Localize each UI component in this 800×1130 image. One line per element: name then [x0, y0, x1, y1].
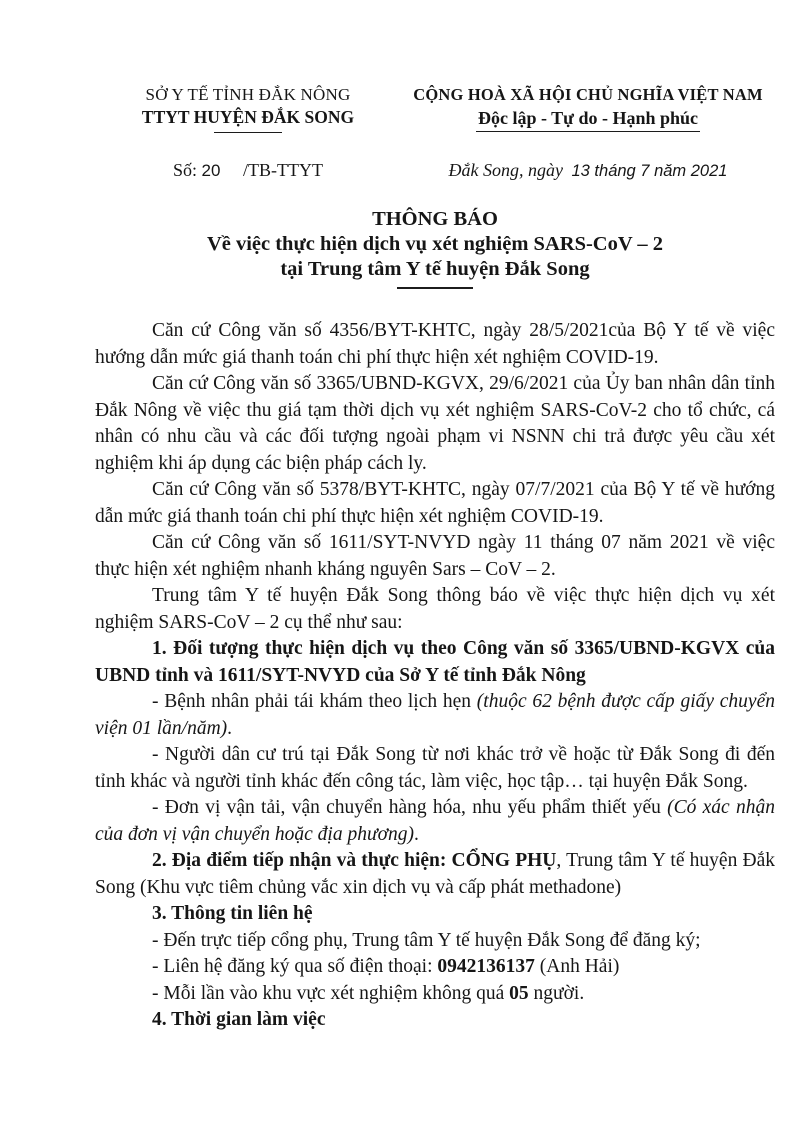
- document-number-label: Số:: [173, 160, 198, 180]
- section3-item3-end: người.: [528, 982, 585, 1004]
- section3-item2-text: - Liên hệ đăng ký qua số điện thoại:: [152, 956, 438, 977]
- parent-org-name: SỞ Y TẾ TỈNH ĐẮK NÔNG: [145, 85, 351, 104]
- section1-item3-text: - Đơn vị vận tải, vận chuyển hàng hóa, nhu yếu phẩm thiết yếu: [152, 797, 668, 818]
- document-subject-line1: Về việc thực hiện dịch vụ xét nghiệm SARS-CoV – 2: [206, 233, 664, 255]
- section1-heading-text: 1. Đối tượng thực hiện dịch vụ theo Công văn số 3365/UBND-KGVX của UBND tỉnh và 1611/SYT-NVYD của Sở Y tế tỉnh Đắk Nông: [95, 638, 775, 686]
- section4-heading: [95, 1007, 775, 1034]
- issuing-org-block: [95, 85, 401, 133]
- section1-item1-note: (thuộc 62 bệnh được cấp giấy chuyển viện 01 lần/năm): [95, 691, 775, 739]
- document-subject-line2: tại Trung tâm Y tế huyện Đắk Song: [280, 258, 590, 280]
- section1-item3: [95, 795, 775, 848]
- section1-item2: - Người dân cư trú tại Đắk Song từ nơi khác trở về hoặc từ Đắk Song đi đến tỉnh khác và người tỉnh khác đến công tác, làm việc, học tập… tại huyện Đắk Song.: [95, 744, 775, 792]
- place-date-line: [401, 160, 775, 181]
- document-body: [95, 318, 775, 1034]
- document-number-suffix: /TB-TTYT: [242, 160, 323, 180]
- place-label: Đắk Song, ngày: [448, 160, 563, 180]
- section3-item2: [95, 954, 775, 981]
- section2-heading-text: 2. Địa điểm tiếp nhận và thực hiện: CỔNG PHỤ: [152, 850, 557, 871]
- section3-heading-text: 3. Thông tin liên hệ: [152, 903, 313, 924]
- section4-heading-text: 4. Thời gian làm việc: [152, 1009, 326, 1030]
- number-date-row: [95, 160, 775, 181]
- document-kind: THÔNG BÁO: [372, 208, 498, 230]
- national-motto: Độc lập - Tự do - Hạnh phúc: [476, 108, 700, 132]
- max-people-count: 05: [509, 982, 529, 1004]
- section3-item1: - Đến trực tiếp cổng phụ, Trung tâm Y tế huyện Đắk Song để đăng ký;: [152, 929, 701, 951]
- document-title-block: [95, 207, 775, 289]
- section3-heading: [95, 901, 775, 928]
- citation-paragraph: Căn cứ Công văn số 1611/SYT-NVYD ngày 11 tháng 07 năm 2021 về việc thực hiện xét nghiệm nhanh kháng nguyên Sars – CoV – 2.: [95, 532, 775, 580]
- issuing-unit-name: TTYT HUYỆN ĐẮK SONG: [141, 107, 355, 127]
- citation-paragraph: Căn cứ Công văn số 3365/UBND-KGVX, 29/6/2021 của Ủy ban nhân dân tỉnh Đắk Nông về việc thu giá tạm thời dịch vụ xét nghiệm SARS-CoV-2 cho tổ chức, cá nhân có nhu cầu và các đối tượng ngoài phạm vi NSNN chi trả được yêu cầu xét nghiệm khi áp dụng các biện pháp cách ly.: [95, 373, 775, 474]
- section2-paragraph: [95, 848, 775, 901]
- section3-item2-end: (Anh Hải): [534, 956, 620, 977]
- section3-item3: [95, 981, 775, 1008]
- document-number: [95, 160, 401, 181]
- citation-paragraph: Căn cứ Công văn số 5378/BYT-KHTC, ngày 07/7/2021 của Bộ Y tế về hướng dẫn mức giá thanh toán chi phí thực hiện xét nghiệm COVID-19.: [95, 479, 775, 527]
- section1-item1-text: - Bệnh nhân phải tái khám theo lịch hẹn: [152, 691, 477, 712]
- document-header: [95, 85, 775, 133]
- section2-rest-text: , Trung tâm Y tế huyện Đắk Song (Khu vực tiêm chủng vắc xin dịch vụ và cấp phát methadone): [95, 850, 775, 898]
- citation-paragraph: Căn cứ Công văn số 4356/BYT-KHTC, ngày 28/5/2021của Bộ Y tế về việc hướng dẫn mức giá thanh toán chi phí thực hiện xét nghiệm COVID-19.: [95, 320, 775, 368]
- section1-item3-end: .: [414, 823, 419, 845]
- contact-phone-number: 0942136137: [437, 956, 535, 977]
- national-title: CỘNG HOÀ XÃ HỘI CHỦ NGHĨA VIỆT NAM: [413, 85, 763, 104]
- section1-item3-note: (Có xác nhận của đơn vị vận chuyển hoặc địa phương): [95, 797, 775, 845]
- title-underline: [397, 287, 473, 289]
- section1-heading: [95, 636, 775, 689]
- intro-paragraph: Trung tâm Y tế huyện Đắk Song thông báo về việc thực hiện dịch vụ xét nghiệm SARS-CoV – 2 cụ thể như sau:: [95, 585, 775, 633]
- section1-item1-end: .: [227, 717, 233, 739]
- national-motto-wrap: [401, 108, 775, 132]
- section3-item3-text: - Mỗi lần vào khu vực xét nghiệm không quá: [152, 982, 510, 1004]
- document-number-value: 20: [201, 161, 221, 180]
- section1-item1: [95, 689, 775, 742]
- date-value: 13 tháng 7 năm 2021: [571, 162, 728, 180]
- national-motto-block: [401, 85, 775, 132]
- org-underline: [214, 132, 282, 133]
